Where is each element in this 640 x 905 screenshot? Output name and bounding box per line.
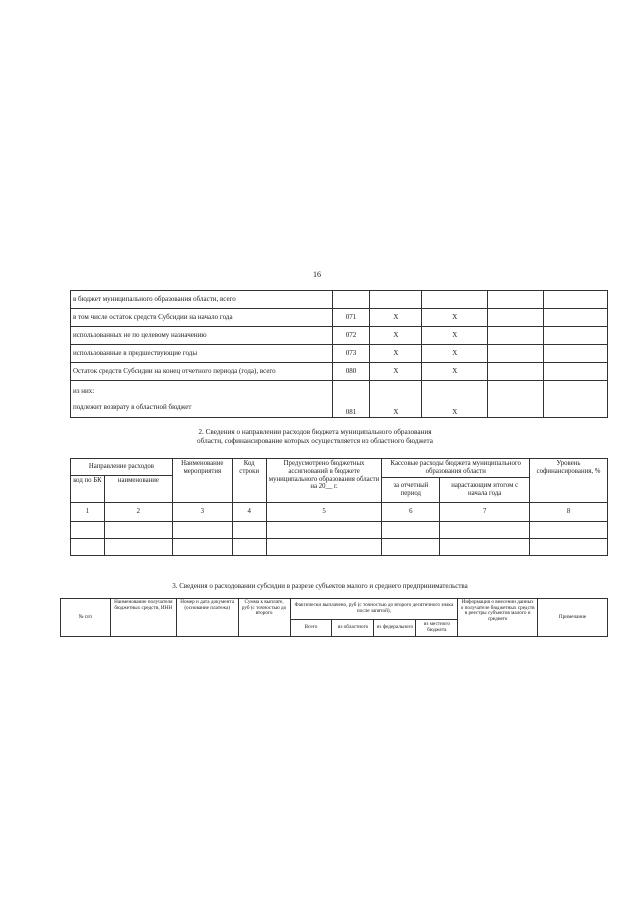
cell: X xyxy=(422,309,488,327)
cell xyxy=(544,309,608,327)
cell: X xyxy=(370,309,422,327)
header-note: Примечание xyxy=(538,599,608,637)
cell xyxy=(544,327,608,345)
section-2-title xyxy=(150,428,480,446)
table-row xyxy=(71,502,608,521)
cell xyxy=(488,291,544,309)
sme-subsidy-table xyxy=(60,598,608,637)
section-2-title-line1: 2. Сведения о направлении расходов бюджета муниципального образования xyxy=(198,428,432,436)
cell xyxy=(172,538,232,555)
cell xyxy=(172,521,232,538)
cell xyxy=(232,521,266,538)
cell xyxy=(71,538,105,555)
row-label: в том числе остаток средств Субсидии на начало года xyxy=(71,309,333,327)
column-number: 8 xyxy=(530,502,608,521)
header-cumulative: нарастающим итогом с начала года xyxy=(440,477,530,502)
header-actual: Фактически выплачено, руб (с точностью до второго десятичного знака после запятой), xyxy=(290,599,458,620)
row-code: 080 xyxy=(332,363,370,381)
row-label: использованных не по целевому назначению xyxy=(71,327,333,345)
row-label-bottom: подлежит возврату в областной бюджет xyxy=(73,403,192,411)
cell xyxy=(266,538,382,555)
cell: X xyxy=(422,363,488,381)
cell xyxy=(382,521,440,538)
header-document: Номер и дата документа (основание платежа) xyxy=(176,599,238,637)
column-number: 7 xyxy=(440,502,530,521)
column-number: 1 xyxy=(71,502,105,521)
section-3-title: 3. Сведения о расходовании субсидии в разрезе субъектов малого и среднего предпринимательства xyxy=(172,582,468,590)
cell xyxy=(488,345,544,363)
header-info: Информация о внесении данных о получателе бюджетных средств в реестры субъектов малого и среднего xyxy=(458,599,538,637)
cell: X xyxy=(370,363,422,381)
header-local: из местного бюджета xyxy=(416,620,458,637)
cell xyxy=(382,538,440,555)
row-code: 071 xyxy=(332,309,370,327)
row-label-top: из них: xyxy=(73,386,95,395)
cell: X xyxy=(370,327,422,345)
cell xyxy=(530,538,608,555)
header-code-bk: код по БК xyxy=(71,476,105,503)
column-number: 3 xyxy=(172,502,232,521)
cell xyxy=(488,327,544,345)
cell xyxy=(71,521,105,538)
cell xyxy=(266,521,382,538)
column-number: 5 xyxy=(266,502,382,521)
header-line-code: Код строки xyxy=(232,459,266,503)
section-2-title-line2: области, софинансирование которых осуществляется из областного бюджета xyxy=(197,437,433,445)
table-row xyxy=(71,291,608,309)
page-number: 16 xyxy=(313,270,321,279)
cell xyxy=(370,291,422,309)
cell xyxy=(488,309,544,327)
header-federal: из федерального xyxy=(374,620,416,637)
expense-direction-table xyxy=(70,458,608,556)
cell xyxy=(544,345,608,363)
cell xyxy=(422,291,488,309)
cell xyxy=(104,521,172,538)
table-row xyxy=(71,345,608,363)
header-cash: Кассовые расходы бюджета муниципального образования области xyxy=(382,459,530,478)
table-row xyxy=(71,521,608,538)
row-code: 073 xyxy=(332,345,370,363)
header-regional: из областного xyxy=(332,620,374,637)
column-number: 6 xyxy=(382,502,440,521)
cell xyxy=(440,521,530,538)
subsidy-balance-table xyxy=(70,290,608,418)
header-period: за отчетный период xyxy=(382,477,440,502)
cell: X xyxy=(422,381,488,418)
header-planned: Предусмотрено бюджетных ассигнований в бюджете муниципального образования области на 20__ г. xyxy=(266,459,382,503)
header-name: наименование xyxy=(104,476,172,503)
row-code: 081 xyxy=(332,381,370,418)
cell: X xyxy=(422,327,488,345)
row-label xyxy=(71,381,333,418)
cell xyxy=(530,521,608,538)
header-direction: Направление расходов xyxy=(71,459,173,476)
header-sum: Сумма к выплате, руб (с точностью до второго xyxy=(238,599,290,637)
cell: X xyxy=(370,381,422,418)
column-number: 2 xyxy=(104,502,172,521)
row-label: использованные в предшествующие годы xyxy=(71,345,333,363)
header-num: № п/п xyxy=(61,599,111,637)
cell xyxy=(544,291,608,309)
row-code xyxy=(332,291,370,309)
cell: X xyxy=(422,345,488,363)
header-total: Всего xyxy=(290,620,332,637)
header-event: Наименование мероприятия xyxy=(172,459,232,503)
table-row xyxy=(71,363,608,381)
row-code: 072 xyxy=(332,327,370,345)
cell xyxy=(104,538,172,555)
row-label: в бюджет муниципального образования области, всего xyxy=(71,291,333,309)
table-row xyxy=(71,309,608,327)
table-row xyxy=(71,381,608,418)
cell xyxy=(544,381,608,418)
table-row xyxy=(71,327,608,345)
cell xyxy=(544,363,608,381)
cell xyxy=(488,363,544,381)
column-number: 4 xyxy=(232,502,266,521)
cell: X xyxy=(370,345,422,363)
header-recipient: Наименование получателя бюджетных средств, ИНН xyxy=(110,599,176,637)
row-label: Остаток средств Субсидии на конец отчетного периода (года), всего xyxy=(71,363,333,381)
cell xyxy=(232,538,266,555)
cell xyxy=(488,381,544,418)
table-row xyxy=(71,538,608,555)
header-level: Уровень софинансирования, % xyxy=(530,459,608,503)
cell xyxy=(440,538,530,555)
